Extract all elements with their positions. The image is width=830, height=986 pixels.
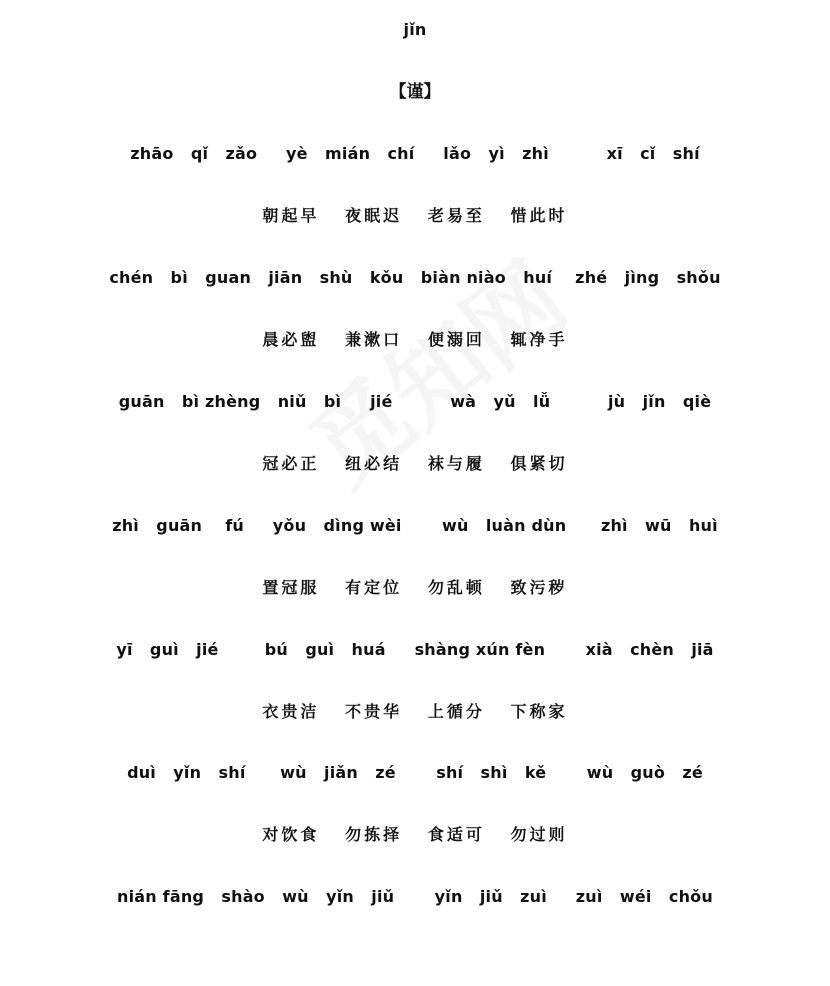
pinyin-line-4: zhì guān fú yǒu dìng wèi wù luàn dùn zhì wū huì xyxy=(112,516,718,535)
pinyin-line-7: nián fāng shào wù yǐn jiǔ yǐn jiǔ zuì zuì wéi chǒu xyxy=(117,887,713,906)
hanzi-line-5: 衣贵洁 不贵华 上循分 下称家 xyxy=(262,702,568,721)
hanzi-line-3: 冠必正 纽必结 袜与履 俱紧切 xyxy=(262,454,568,473)
pinyin-line-2: chén bì guan jiān shù kǒu biàn niào huí zhé jìng shǒu xyxy=(109,268,721,287)
pinyin-line-title: jǐn xyxy=(403,20,427,39)
pinyin-line-5: yī guì jié bú guì huá shàng xún fèn xià chèn jiā xyxy=(116,640,714,659)
hanzi-line-2: 晨必盥 兼漱口 便溺回 辄净手 xyxy=(262,330,568,349)
pinyin-line-1: zhāo qǐ zǎo yè mián chí lǎo yì zhì xī cǐ shí xyxy=(130,144,700,163)
section-heading: 【谨】 xyxy=(389,82,441,102)
hanzi-line-6: 对饮食 勿拣择 食适可 勿过则 xyxy=(262,825,568,844)
hanzi-line-1: 朝起早 夜眠迟 老易至 惜此时 xyxy=(262,206,568,225)
hanzi-line-4: 置冠服 有定位 勿乱顿 致污秽 xyxy=(262,578,568,597)
pinyin-line-6: duì yǐn shí wù jiǎn zé shí shì kě wù guò zé xyxy=(127,763,703,782)
pinyin-line-3: guān bì zhèng niǔ bì jié wà yǔ lǚ jù jǐn qiè xyxy=(118,392,712,411)
